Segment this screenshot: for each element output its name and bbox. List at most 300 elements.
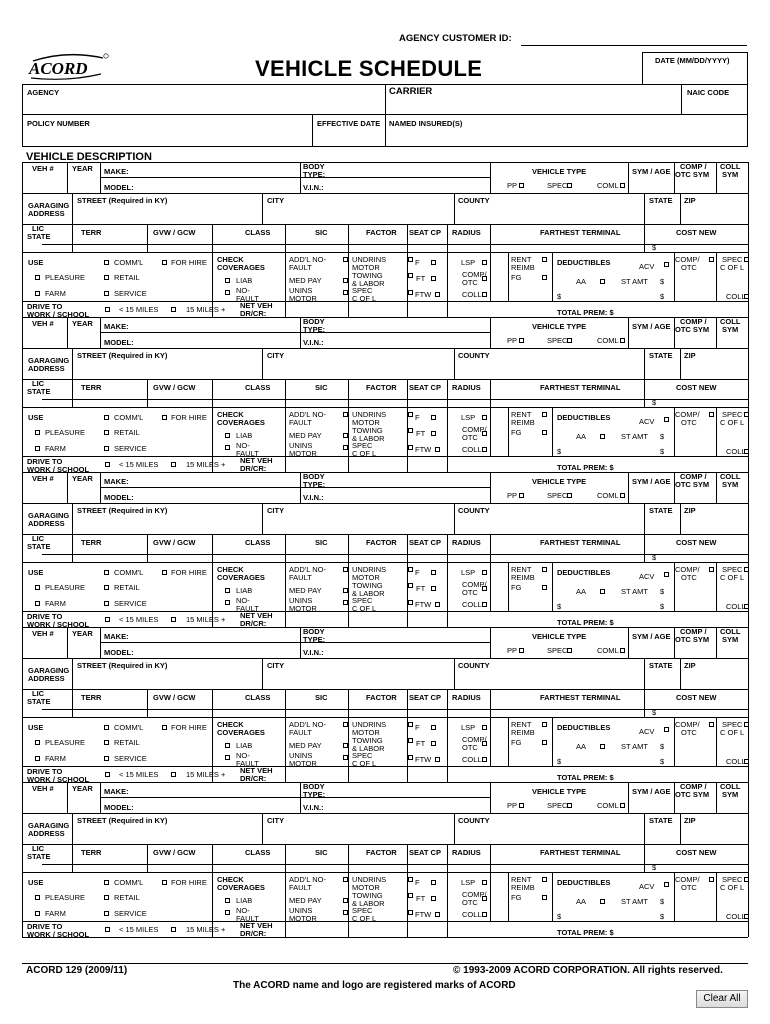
ft-checkbox[interactable] [431, 896, 436, 901]
acv-checkbox[interactable] [664, 882, 669, 887]
ftw-checkbox[interactable] [435, 912, 440, 917]
comp-otc-checkbox[interactable] [482, 431, 487, 436]
ftw-checkbox[interactable] [435, 292, 440, 297]
total-prem-field[interactable] [620, 929, 746, 936]
spec-checkbox[interactable] [567, 493, 572, 498]
use-comml-checkbox[interactable] [104, 725, 109, 730]
radius-field[interactable] [449, 858, 488, 871]
pp-checkbox[interactable] [519, 648, 524, 653]
model-field[interactable] [134, 489, 298, 502]
no-fault-checkbox[interactable] [225, 755, 230, 760]
use-for-hire-checkbox[interactable] [162, 880, 167, 885]
sym-age-field[interactable] [630, 486, 672, 502]
state-field[interactable] [646, 361, 678, 378]
year-field[interactable] [69, 170, 99, 192]
date-field[interactable] [645, 67, 745, 83]
net-veh-field[interactable] [270, 612, 346, 625]
acv-checkbox[interactable] [664, 417, 669, 422]
fg-checkbox[interactable] [542, 740, 547, 745]
comp-otc-sym-field[interactable] [676, 334, 714, 347]
coll-ded-checkbox[interactable] [744, 294, 749, 299]
city-field[interactable] [266, 361, 452, 378]
veh-number-field[interactable] [24, 790, 66, 812]
aa-checkbox[interactable] [600, 744, 605, 749]
sic-field[interactable] [287, 393, 346, 406]
coml-checkbox[interactable] [620, 338, 625, 343]
terr-field[interactable] [74, 238, 145, 251]
liab-checkbox[interactable] [225, 433, 230, 438]
terr-field[interactable] [74, 393, 145, 406]
gvw-field[interactable] [149, 548, 210, 561]
net-veh-field[interactable] [270, 302, 346, 315]
make-field[interactable] [130, 629, 298, 641]
liab-checkbox[interactable] [225, 588, 230, 593]
terr-field[interactable] [74, 548, 145, 561]
seat-cp-field[interactable] [409, 548, 445, 561]
use-service-checkbox[interactable] [104, 446, 109, 451]
coll-sym-field[interactable] [718, 644, 746, 657]
vin-field[interactable] [330, 334, 488, 347]
body-type-field[interactable] [330, 474, 488, 486]
spec-cofl-ded-checkbox[interactable] [744, 877, 749, 882]
veh-number-field[interactable] [24, 170, 66, 192]
farthest-terminal-field[interactable] [492, 393, 642, 406]
undrins-checkbox[interactable] [408, 877, 413, 882]
comp-ded-checkbox[interactable] [709, 877, 714, 882]
vin-field[interactable] [330, 644, 488, 657]
use-for-hire-checkbox[interactable] [162, 415, 167, 420]
med-pay-checkbox[interactable] [343, 898, 348, 903]
state-field[interactable] [646, 516, 678, 533]
drive-under-15-checkbox[interactable] [105, 772, 110, 777]
spec-cofl-ded-checkbox[interactable] [744, 412, 749, 417]
make-field[interactable] [130, 319, 298, 331]
f-checkbox[interactable] [431, 880, 436, 885]
spec-cofl-ded-checkbox[interactable] [744, 722, 749, 727]
total-prem-field[interactable] [620, 309, 746, 316]
comp-otc-checkbox[interactable] [482, 586, 487, 591]
seat-cp-field[interactable] [409, 858, 445, 871]
total-prem-field[interactable] [620, 774, 746, 781]
use-service-checkbox[interactable] [104, 601, 109, 606]
spec-cofl-ph-checkbox[interactable] [408, 600, 413, 605]
f-checkbox[interactable] [431, 570, 436, 575]
zip-field[interactable] [682, 671, 746, 688]
use-retail-checkbox[interactable] [104, 740, 109, 745]
coll-checkbox[interactable] [482, 447, 487, 452]
addl-no-fault-checkbox[interactable] [343, 412, 348, 417]
sic-field[interactable] [287, 238, 346, 251]
fg-checkbox[interactable] [542, 430, 547, 435]
make-field[interactable] [130, 164, 298, 176]
spec-cofl-ded-checkbox[interactable] [744, 567, 749, 572]
class-field[interactable] [214, 548, 283, 561]
state-field[interactable] [646, 826, 678, 843]
med-pay-checkbox[interactable] [343, 588, 348, 593]
coll-ded-checkbox[interactable] [744, 914, 749, 919]
city-field[interactable] [266, 516, 452, 533]
year-field[interactable] [69, 480, 99, 502]
sym-age-field[interactable] [630, 331, 672, 347]
vin-field[interactable] [330, 489, 488, 502]
county-field[interactable] [458, 361, 642, 378]
coll-ded-checkbox[interactable] [744, 604, 749, 609]
liab-checkbox[interactable] [225, 278, 230, 283]
agency-field[interactable] [25, 98, 381, 114]
use-farm-checkbox[interactable] [35, 756, 40, 761]
factor-field[interactable] [350, 858, 405, 871]
comp-otc-checkbox[interactable] [482, 276, 487, 281]
lsp-checkbox[interactable] [482, 880, 487, 885]
use-retail-checkbox[interactable] [104, 275, 109, 280]
use-service-checkbox[interactable] [104, 911, 109, 916]
vin-field[interactable] [330, 179, 488, 192]
lsp-checkbox[interactable] [482, 725, 487, 730]
use-farm-checkbox[interactable] [35, 911, 40, 916]
rent-reimb-checkbox[interactable] [542, 877, 547, 882]
sic-field[interactable] [287, 548, 346, 561]
fg-checkbox[interactable] [542, 585, 547, 590]
drive-over-15-checkbox[interactable] [171, 927, 176, 932]
use-service-checkbox[interactable] [104, 291, 109, 296]
ft-checkbox[interactable] [431, 586, 436, 591]
carrier-field[interactable] [388, 99, 678, 113]
drive-under-15-checkbox[interactable] [105, 462, 110, 467]
coll-sym-field[interactable] [718, 799, 746, 812]
year-field[interactable] [69, 790, 99, 812]
vin-label: V.I.N.: [303, 648, 324, 657]
county-field[interactable] [458, 671, 642, 688]
farthest-terminal-field[interactable] [492, 703, 642, 716]
lsp-checkbox[interactable] [482, 260, 487, 265]
acv-checkbox[interactable] [664, 727, 669, 732]
lsp-checkbox[interactable] [482, 415, 487, 420]
use-for-hire-checkbox[interactable] [162, 570, 167, 575]
class-field[interactable] [214, 238, 283, 251]
street-field[interactable] [76, 826, 260, 843]
comp-otc-sym-field[interactable] [676, 644, 714, 657]
f-checkbox[interactable] [431, 260, 436, 265]
county-field[interactable] [458, 826, 642, 843]
addl-no-fault-checkbox[interactable] [343, 722, 348, 727]
farthest-terminal-field[interactable] [492, 858, 642, 871]
gvw-field[interactable] [149, 238, 210, 251]
model-field[interactable] [134, 334, 298, 347]
gvw-field[interactable] [149, 858, 210, 871]
veh-number-field[interactable] [24, 480, 66, 502]
pp-checkbox[interactable] [519, 493, 524, 498]
no-fault-checkbox[interactable] [225, 290, 230, 295]
cost-new-field[interactable] [658, 858, 746, 871]
cost-new-field[interactable] [658, 393, 746, 406]
model-field[interactable] [134, 644, 298, 657]
coll-checkbox[interactable] [482, 292, 487, 297]
no-fault-checkbox[interactable] [225, 445, 230, 450]
drive-under-15-checkbox[interactable] [105, 927, 110, 932]
fg-checkbox[interactable] [542, 895, 547, 900]
body-type-field[interactable] [330, 164, 488, 176]
use-comml-checkbox[interactable] [104, 415, 109, 420]
veh-number-field[interactable] [24, 325, 66, 347]
coml-checkbox[interactable] [620, 803, 625, 808]
lic-state-field[interactable] [24, 862, 70, 871]
drive-over-15-checkbox[interactable] [171, 462, 176, 467]
terr-field[interactable] [74, 858, 145, 871]
pp-checkbox[interactable] [519, 183, 524, 188]
zip-field[interactable] [682, 826, 746, 843]
comp-otc-sym-field[interactable] [676, 799, 714, 812]
zip-field[interactable] [682, 206, 746, 223]
comp-otc-checkbox[interactable] [482, 896, 487, 901]
addl-no-fault-checkbox[interactable] [343, 257, 348, 262]
seat-cp-field[interactable] [409, 703, 445, 716]
coll-checkbox[interactable] [482, 757, 487, 762]
towing-checkbox[interactable] [408, 583, 413, 588]
rent-reimb-checkbox[interactable] [542, 257, 547, 262]
city-field[interactable] [266, 671, 452, 688]
use-farm-checkbox[interactable] [35, 291, 40, 296]
use-pleasure-checkbox[interactable] [35, 430, 40, 435]
sic-field[interactable] [287, 858, 346, 871]
coll-ded-checkbox[interactable] [744, 449, 749, 454]
effective-date-field[interactable] [315, 130, 383, 144]
agency-customer-id-field[interactable] [521, 45, 747, 46]
named-insured-field[interactable] [388, 130, 744, 144]
ftw-checkbox[interactable] [435, 602, 440, 607]
comp-ded-checkbox[interactable] [709, 412, 714, 417]
use-comml-checkbox[interactable] [104, 570, 109, 575]
coll-sym-field[interactable] [718, 179, 746, 192]
towing-checkbox[interactable] [408, 738, 413, 743]
use-retail-checkbox[interactable] [104, 430, 109, 435]
spec-cofl-ph-checkbox[interactable] [408, 755, 413, 760]
net-veh-field[interactable] [270, 767, 346, 780]
liab-checkbox[interactable] [225, 898, 230, 903]
towing-checkbox[interactable] [408, 893, 413, 898]
coll-sym-field[interactable] [718, 489, 746, 502]
factor-field[interactable] [350, 703, 405, 716]
acv-checkbox[interactable] [664, 572, 669, 577]
towing-checkbox[interactable] [408, 428, 413, 433]
class-field[interactable] [214, 393, 283, 406]
undrins-checkbox[interactable] [408, 722, 413, 727]
spec-cofl-ph-checkbox[interactable] [408, 910, 413, 915]
vin-field[interactable] [330, 799, 488, 812]
comp-otc-checkbox[interactable] [482, 741, 487, 746]
class-field[interactable] [214, 703, 283, 716]
sym-age-field[interactable] [630, 176, 672, 192]
body-type-field[interactable] [330, 319, 488, 331]
county-field[interactable] [458, 516, 642, 533]
comp-otc-sym-field[interactable] [676, 179, 714, 192]
coml-checkbox[interactable] [620, 648, 625, 653]
coll-checkbox[interactable] [482, 602, 487, 607]
unins-checkbox[interactable] [343, 445, 348, 450]
total-prem-field[interactable] [620, 619, 746, 626]
fg-checkbox[interactable] [542, 275, 547, 280]
use-pleasure-checkbox[interactable] [35, 895, 40, 900]
city-field[interactable] [266, 206, 452, 223]
factor-field[interactable] [350, 238, 405, 251]
drive-under-15-checkbox[interactable] [105, 307, 110, 312]
use-retail-checkbox[interactable] [104, 895, 109, 900]
make-field[interactable] [130, 474, 298, 486]
city-field[interactable] [266, 826, 452, 843]
drive-over-15-checkbox[interactable] [171, 307, 176, 312]
no-fault-checkbox[interactable] [225, 910, 230, 915]
body-type-field[interactable] [330, 629, 488, 641]
use-farm-checkbox[interactable] [35, 601, 40, 606]
cost-new-field[interactable] [658, 238, 746, 251]
clear-all-button[interactable]: Clear All [696, 990, 748, 1008]
year-field[interactable] [69, 325, 99, 347]
aa-checkbox[interactable] [600, 434, 605, 439]
unins-checkbox[interactable] [343, 600, 348, 605]
ft-checkbox[interactable] [431, 431, 436, 436]
aa-checkbox[interactable] [600, 899, 605, 904]
med-pay-checkbox[interactable] [343, 433, 348, 438]
coml-checkbox[interactable] [620, 493, 625, 498]
coll-ded-checkbox[interactable] [744, 759, 749, 764]
naic-code-field[interactable] [684, 99, 746, 113]
factor-field[interactable] [350, 548, 405, 561]
ft-checkbox[interactable] [431, 276, 436, 281]
towing-checkbox[interactable] [408, 273, 413, 278]
no-fault-checkbox[interactable] [225, 600, 230, 605]
acv-checkbox[interactable] [664, 262, 669, 267]
total-prem-field[interactable] [620, 464, 746, 471]
use-comml-checkbox[interactable] [104, 880, 109, 885]
net-veh-field[interactable] [270, 922, 346, 935]
radius-field[interactable] [449, 238, 488, 251]
radius-field[interactable] [449, 703, 488, 716]
factor-field[interactable] [350, 393, 405, 406]
state-field[interactable] [646, 671, 678, 688]
med-pay-checkbox[interactable] [343, 278, 348, 283]
farthest-terminal-field[interactable] [492, 548, 642, 561]
lsp-checkbox[interactable] [482, 570, 487, 575]
aa-checkbox[interactable] [600, 589, 605, 594]
pp-checkbox[interactable] [519, 338, 524, 343]
veh-number-field[interactable] [24, 635, 66, 657]
spec-checkbox[interactable] [567, 803, 572, 808]
comp-ded-checkbox[interactable] [709, 257, 714, 262]
undrins-checkbox[interactable] [408, 567, 413, 572]
body-type-field[interactable] [330, 784, 488, 796]
rent-reimb-checkbox[interactable] [542, 412, 547, 417]
policy-number-field[interactable] [25, 130, 309, 144]
spec-checkbox[interactable] [567, 648, 572, 653]
terr-field[interactable] [74, 703, 145, 716]
lic-state-field[interactable] [24, 707, 70, 716]
addl-no-fault-checkbox[interactable] [343, 877, 348, 882]
addl-no-fault-checkbox[interactable] [343, 567, 348, 572]
model-field[interactable] [134, 799, 298, 812]
spec-checkbox[interactable] [567, 338, 572, 343]
seat-cp-field[interactable] [409, 393, 445, 406]
zip-field[interactable] [682, 361, 746, 378]
lic-state-field[interactable] [24, 552, 70, 561]
comp-otc-sym-field[interactable] [676, 489, 714, 502]
coll-sym-field[interactable] [718, 334, 746, 347]
use-farm-checkbox[interactable] [35, 446, 40, 451]
use-pleasure-checkbox[interactable] [35, 740, 40, 745]
unins-checkbox[interactable] [343, 755, 348, 760]
use-retail-checkbox[interactable] [104, 585, 109, 590]
make-field[interactable] [130, 784, 298, 796]
coll-checkbox[interactable] [482, 912, 487, 917]
county-field[interactable] [458, 206, 642, 223]
unins-checkbox[interactable] [343, 290, 348, 295]
cost-new-field[interactable] [658, 548, 746, 561]
seat-cp-field[interactable] [409, 238, 445, 251]
undrins-checkbox[interactable] [408, 412, 413, 417]
comp-ded-checkbox[interactable] [709, 722, 714, 727]
radius-field[interactable] [449, 393, 488, 406]
spec-cofl-ded-checkbox[interactable] [744, 257, 749, 262]
unins-checkbox[interactable] [343, 910, 348, 915]
spec-cofl-ph-checkbox[interactable] [408, 290, 413, 295]
state-field[interactable] [646, 206, 678, 223]
sic-field[interactable] [287, 703, 346, 716]
sym-age-field[interactable] [630, 641, 672, 657]
rent-reimb-checkbox[interactable] [542, 567, 547, 572]
use-service-checkbox[interactable] [104, 756, 109, 761]
liab-checkbox[interactable] [225, 743, 230, 748]
ftw-checkbox[interactable] [435, 757, 440, 762]
use-for-hire-checkbox[interactable] [162, 260, 167, 265]
spec-checkbox[interactable] [567, 183, 572, 188]
pp-checkbox[interactable] [519, 803, 524, 808]
farthest-terminal-field[interactable] [492, 238, 642, 251]
spec-cofl-ph-checkbox[interactable] [408, 445, 413, 450]
zip-field[interactable] [682, 516, 746, 533]
f-checkbox[interactable] [431, 725, 436, 730]
gvw-field[interactable] [149, 393, 210, 406]
drive-over-15-checkbox[interactable] [171, 772, 176, 777]
coml-checkbox[interactable] [620, 183, 625, 188]
med-pay-checkbox[interactable] [343, 743, 348, 748]
undrins-checkbox[interactable] [408, 257, 413, 262]
street-field[interactable] [76, 516, 260, 533]
street-field[interactable] [76, 671, 260, 688]
sym-age-field[interactable] [630, 796, 672, 812]
class-field[interactable] [214, 858, 283, 871]
aa-checkbox[interactable] [600, 279, 605, 284]
cost-new-field[interactable] [658, 703, 746, 716]
drive-over-15-checkbox[interactable] [171, 617, 176, 622]
ft-checkbox[interactable] [431, 741, 436, 746]
use-pleasure-checkbox[interactable] [35, 585, 40, 590]
comp-ded-checkbox[interactable] [709, 567, 714, 572]
year-field[interactable] [69, 635, 99, 657]
gvw-field[interactable] [149, 703, 210, 716]
ftw-checkbox[interactable] [435, 447, 440, 452]
drive-under-15-checkbox[interactable] [105, 617, 110, 622]
net-veh-field[interactable] [270, 457, 346, 470]
f-checkbox[interactable] [431, 415, 436, 420]
use-for-hire-checkbox[interactable] [162, 725, 167, 730]
model-field[interactable] [134, 179, 298, 192]
street-field[interactable] [76, 361, 260, 378]
use-pleasure-checkbox[interactable] [35, 275, 40, 280]
use-comml-checkbox[interactable] [104, 260, 109, 265]
radius-field[interactable] [449, 548, 488, 561]
lic-state-field[interactable] [24, 397, 70, 406]
lic-state-field[interactable] [24, 242, 70, 251]
street-field[interactable] [76, 206, 260, 223]
rent-reimb-checkbox[interactable] [542, 722, 547, 727]
